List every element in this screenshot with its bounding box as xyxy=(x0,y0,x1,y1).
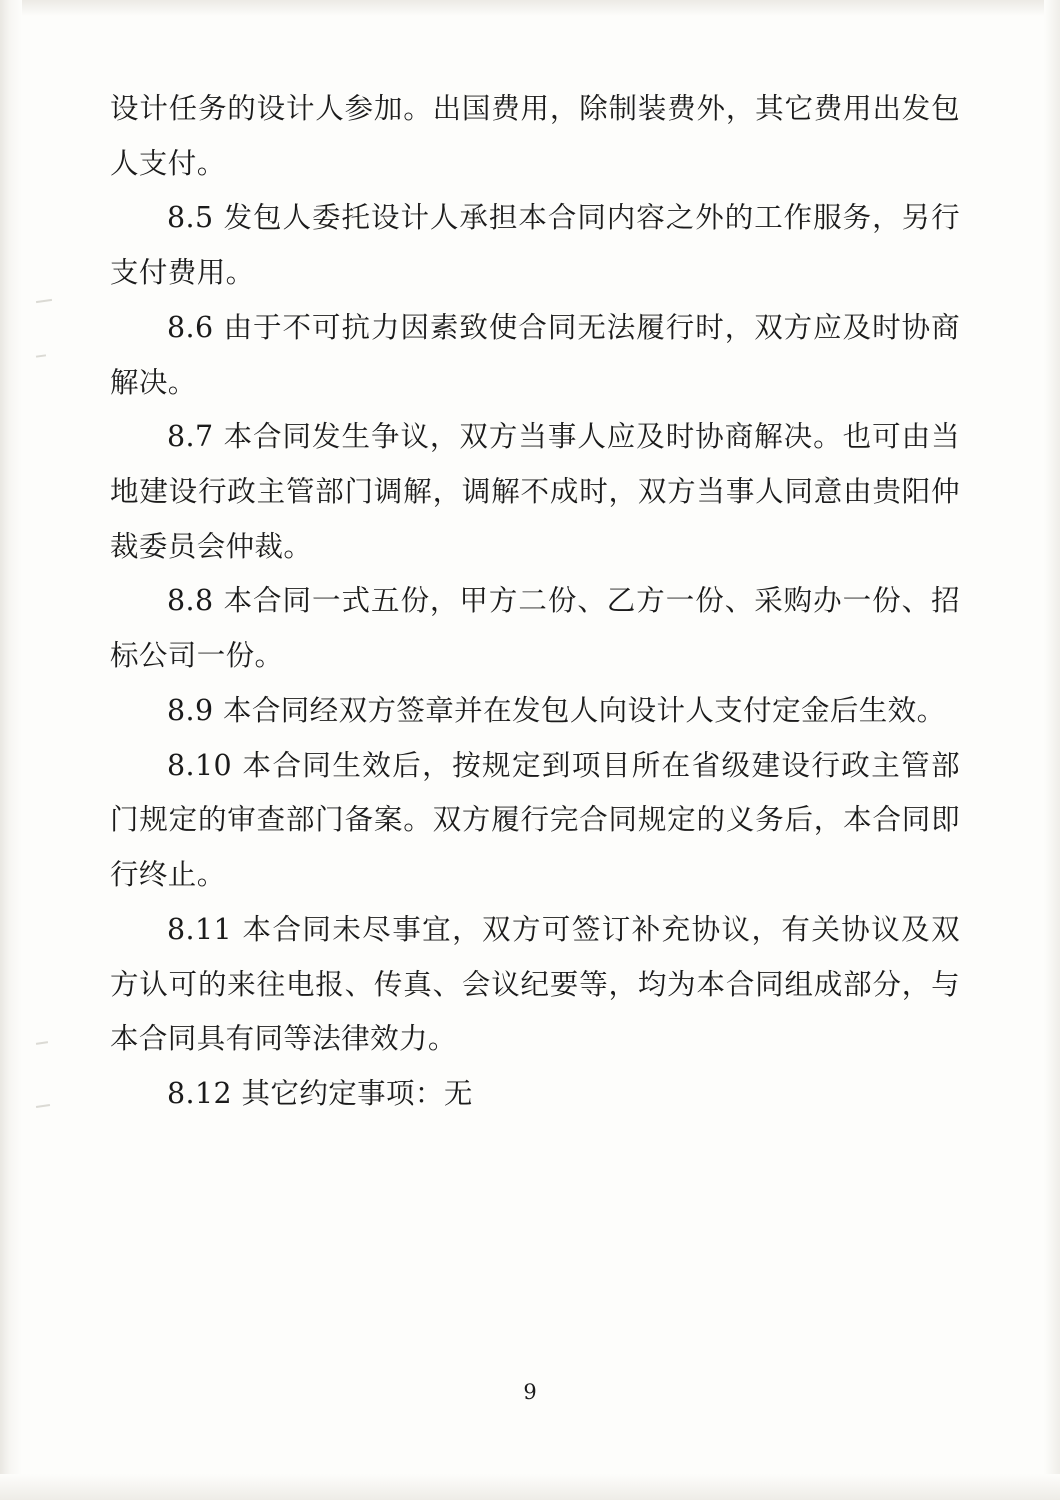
paragraph-8-5: 8.5 发包人委托设计人承担本合同内容之外的工作服务，另行支付费用。 xyxy=(110,201,960,290)
paragraph-8-10: 8.10 本合同生效后，按规定到项目所在省级建设行政主管部门规定的审查部门备案。双方履行完合同规定的义务后，本合同即行终止。 xyxy=(110,748,960,892)
paragraph-8-11: 8.11 本合同未尽事宜，双方可签订补充协议，有关协议及双方认可的来往电报、传真、会议纪要等，均为本合同组成部分，与本合同具有同等法律效力。 xyxy=(110,912,960,1056)
scan-edge-right xyxy=(1044,0,1060,1500)
page-number: 9 xyxy=(523,1380,537,1404)
scan-edge-top xyxy=(0,0,1060,16)
scan-edge-bottom xyxy=(0,1474,1060,1500)
scan-edge-left xyxy=(0,0,22,1500)
margin-mark xyxy=(36,299,52,303)
margin-mark xyxy=(36,354,46,357)
margin-mark xyxy=(36,1104,50,1108)
paragraph-continued: 设计任务的设计人参加。出国费用，除制装费外，其它费用出发包人支付。 xyxy=(110,92,960,180)
document-body xyxy=(110,82,960,1122)
paragraph-8-8: 8.8 本合同一式五份，甲方二份、乙方一份、采购办一份、招标公司一份。 xyxy=(110,584,960,673)
margin-mark xyxy=(36,1041,48,1045)
paragraph-8-6: 8.6 由于不可抗力因素致使合同无法履行时，双方应及时协商解决。 xyxy=(110,310,960,399)
paragraph-8-12: 8.12 其它约定事项：无 xyxy=(167,1076,473,1110)
paragraph-8-9: 8.9 本合同经双方签章并在发包人向设计人支付定金后生效。 xyxy=(167,693,946,727)
paragraph-8-7: 8.7 本合同发生争议，双方当事人应及时协商解决。也可由当地建设行政主管部门调解，调解不成时，双方当事人同意由贵阳仲裁委员会仲裁。 xyxy=(110,420,960,563)
